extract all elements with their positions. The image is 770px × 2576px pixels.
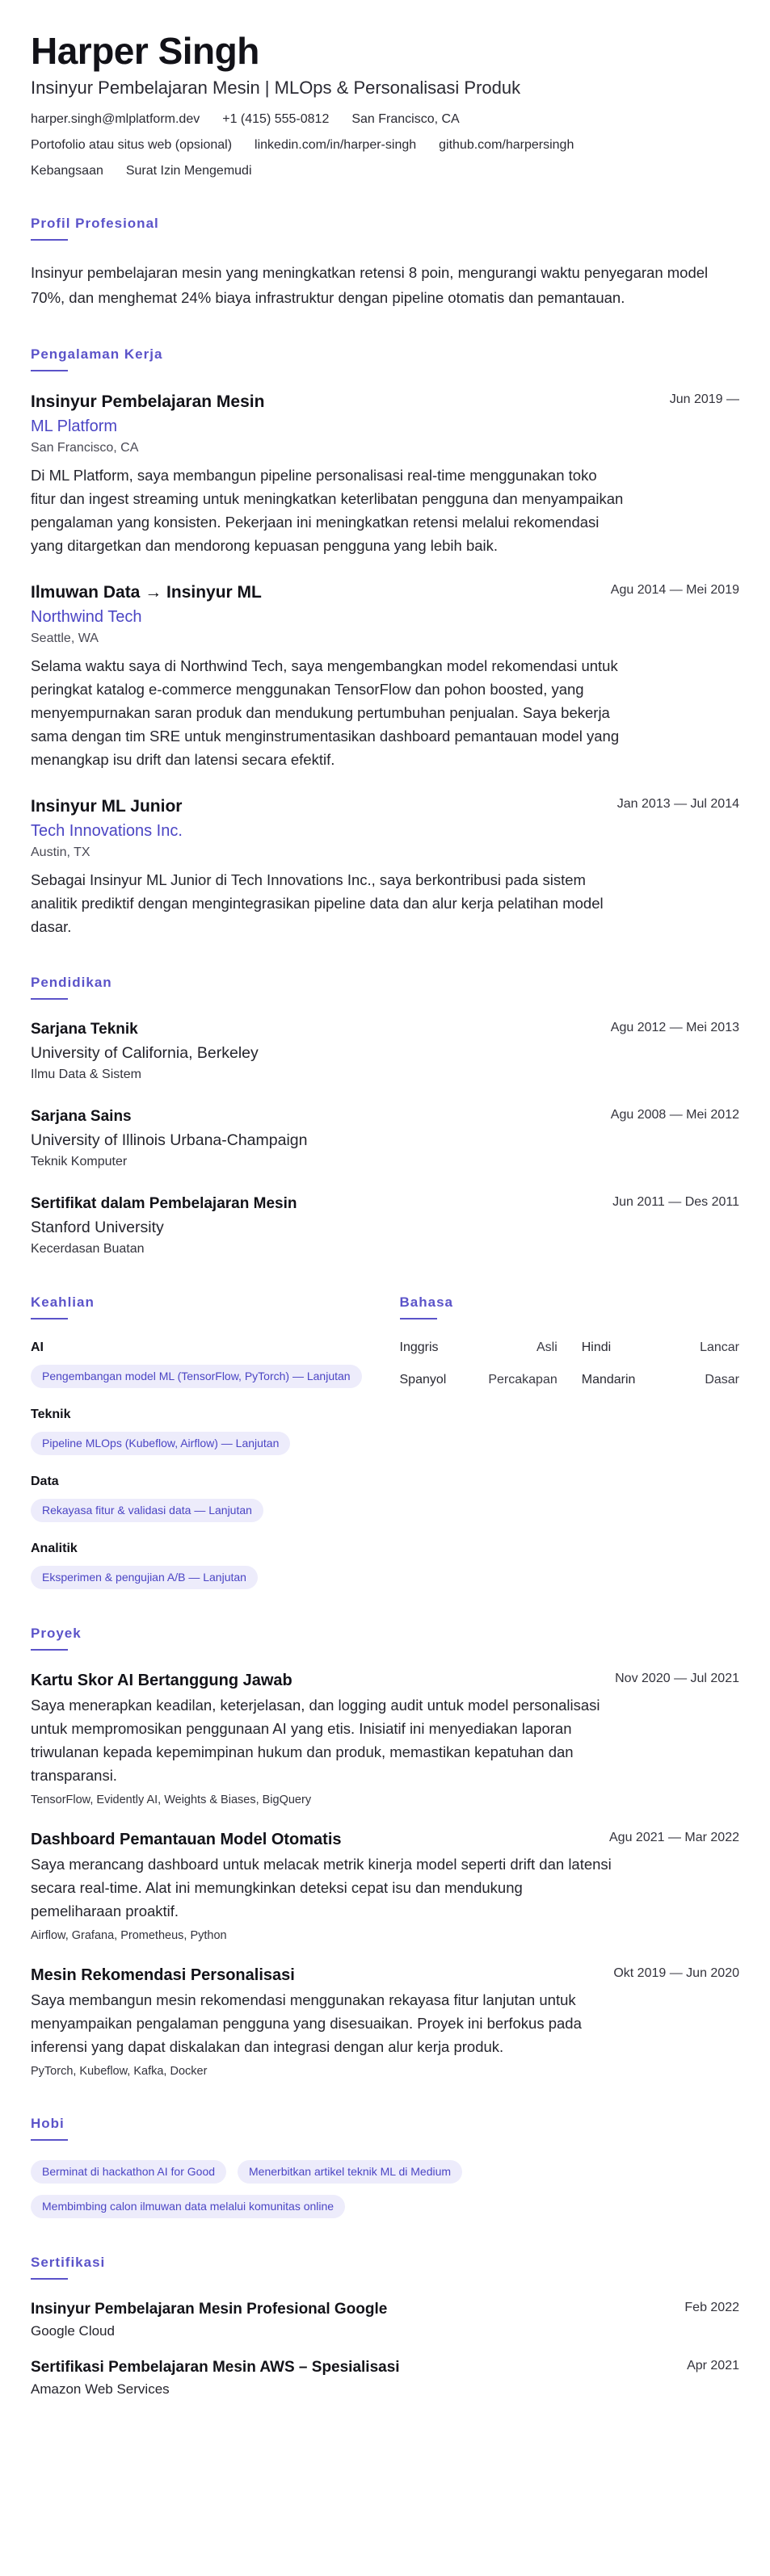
- languages-column: [400, 1294, 740, 1589]
- projects-section: [31, 1625, 739, 2079]
- certification-entry: [31, 2357, 739, 2399]
- project-tech: Airflow, Grafana, Prometheus, Python: [31, 1929, 227, 1942]
- hobby-chip: Membimbing calon ilmuwan data melalui komunitas online: [31, 2195, 345, 2218]
- profile-section: [31, 215, 739, 310]
- experience-entry: [31, 391, 739, 557]
- hobby-chips: [31, 2160, 612, 2218]
- cert-issuer: Google Cloud: [31, 2323, 115, 2339]
- cert-name: Sertifikasi Pembelajaran Mesin AWS – Spesialisasi: [31, 2359, 400, 2376]
- school-name: University of California, Berkeley: [31, 1044, 259, 1062]
- company-name: ML Platform: [31, 417, 118, 435]
- skill-group: [31, 1339, 371, 1388]
- entry-dates: Jun 2011 — Des 2011: [612, 1195, 739, 1209]
- section-divider: [31, 1649, 68, 1651]
- section-title: Keahlian: [31, 1294, 95, 1310]
- degree-title: Sarjana Sains: [31, 1108, 132, 1125]
- entry-dates: Okt 2019 — Jun 2020: [613, 1966, 739, 1980]
- cert-name: Insinyur Pembelajaran Mesin Profesional Google: [31, 2301, 388, 2318]
- school-name: University of Illinois Urbana-Champaign: [31, 1131, 308, 1149]
- job-title: Ilmuwan Data → Insinyur ML: [31, 583, 262, 602]
- language-name: Hindi: [581, 1340, 612, 1354]
- cert-issuer: Amazon Web Services: [31, 2381, 170, 2397]
- job-location: San Francisco, CA: [31, 441, 139, 455]
- section-title: Pendidikan: [31, 975, 112, 990]
- skill-category: Data: [31, 1475, 59, 1488]
- company-name: Tech Innovations Inc.: [31, 822, 183, 840]
- github-link[interactable]: github.com/harpersingh: [439, 138, 574, 152]
- location-text: San Francisco, CA: [351, 112, 460, 126]
- job-location: Seattle, WA: [31, 631, 99, 645]
- company-name: Northwind Tech: [31, 608, 142, 626]
- project-title: Kartu Skor AI Bertanggung Jawab: [31, 1672, 292, 1689]
- school-name: Stanford University: [31, 1219, 164, 1236]
- driving-license-text: Surat Izin Mengemudi: [125, 164, 252, 178]
- hobby-chip: Menerbitkan artikel teknik ML di Medium: [238, 2160, 462, 2184]
- section-divider: [400, 1318, 437, 1319]
- education-entry: [31, 1019, 739, 1084]
- links-row: [31, 137, 739, 153]
- skill-chip: Rekayasa fitur & validasi data — Lanjutan: [31, 1499, 263, 1522]
- language-item: [400, 1371, 558, 1389]
- degree-title: Sertifikat dalam Pembelajaran Mesin: [31, 1195, 297, 1212]
- job-location: Austin, TX: [31, 845, 90, 859]
- language-level: Asli: [536, 1340, 558, 1354]
- language-item: [400, 1339, 558, 1357]
- hobby-chip: Berminat di hackathon AI for Good: [31, 2160, 226, 2184]
- language-name: Spanyol: [399, 1373, 447, 1387]
- certification-entry: [31, 2299, 739, 2341]
- project-description: Saya merancang dashboard untuk melacak metrik kinerja model seperti drift dan latensi secara real-time. Alat ini memungkinkan deteksi cepat isu dan mendukung pemeliharaan proaktif.: [31, 1856, 612, 1919]
- linkedin-link[interactable]: linkedin.com/in/harper-singh: [255, 138, 417, 152]
- experience-entry: [31, 581, 739, 771]
- section-title: Pengalaman Kerja: [31, 346, 163, 362]
- job-title: Insinyur ML Junior: [31, 797, 183, 816]
- section-divider: [31, 1318, 68, 1319]
- skill-category: Analitik: [31, 1542, 78, 1555]
- language-level: Dasar: [705, 1373, 739, 1387]
- nationality-text: Kebangsaan: [31, 164, 103, 178]
- project-tech: PyTorch, Kubeflow, Kafka, Docker: [31, 2065, 208, 2078]
- entry-dates: Agu 2012 — Mei 2013: [610, 1021, 739, 1034]
- skills-column: [31, 1294, 371, 1589]
- skill-chip: Pengembangan model ML (TensorFlow, PyTorch) — Lanjutan: [31, 1365, 362, 1388]
- project-tech: TensorFlow, Evidently AI, Weights & Biases, BigQuery: [31, 1794, 312, 1806]
- section-divider: [31, 370, 68, 371]
- language-level: Lancar: [700, 1340, 739, 1354]
- section-divider: [31, 239, 68, 241]
- language-item: [582, 1371, 739, 1389]
- skill-category: AI: [31, 1340, 44, 1354]
- field-of-study: Kecerdasan Buatan: [31, 1242, 145, 1256]
- certifications-section: [31, 2254, 739, 2399]
- person-name: Harper Singh: [31, 30, 259, 72]
- language-name: Mandarin: [581, 1373, 636, 1387]
- entry-dates: Agu 2014 — Mei 2019: [610, 583, 739, 597]
- project-title: Dashboard Pemantauan Model Otomatis: [31, 1831, 342, 1848]
- project-entry: [31, 1965, 739, 2079]
- email-link[interactable]: harper.singh@mlplatform.dev: [31, 112, 200, 126]
- skill-group: [31, 1406, 371, 1455]
- entry-dates: Jan 2013 — Jul 2014: [616, 797, 739, 811]
- job-description: Selama waktu saya di Northwind Tech, saya mengembangkan model rekomendasi untuk peringkat katalog e-commerce menggunakan TensorFlow dan pohon boosted, yang menyempurnakan saran produk dan mendukung pertumbuhan penjualan. Saya bekerja sama dengan tim SRE untuk menginstrumentasikan dashboard pemantauan model yang menangkap isu drift dan latensi secara efektif.: [31, 657, 620, 768]
- entry-dates: Nov 2020 — Jul 2021: [615, 1672, 739, 1685]
- project-entry: [31, 1829, 739, 1944]
- language-item: [582, 1339, 739, 1357]
- field-of-study: Ilmu Data & Sistem: [31, 1068, 141, 1081]
- project-entry: [31, 1670, 739, 1808]
- contact-row: [31, 111, 739, 128]
- degree-title: Sarjana Teknik: [31, 1021, 138, 1038]
- language-name: Inggris: [399, 1340, 439, 1354]
- skill-group: [31, 1473, 371, 1522]
- phone-text: +1 (415) 555-0812: [222, 112, 330, 126]
- language-level: Percakapan: [488, 1373, 558, 1387]
- resume-header: [31, 29, 739, 179]
- skill-category: Teknik: [31, 1408, 71, 1421]
- cert-date: Apr 2021: [687, 2359, 739, 2373]
- section-title: Proyek: [31, 1626, 82, 1641]
- job-description: Di ML Platform, saya membangun pipeline personalisasi real-time menggunakan toko fitur dan ingest streaming untuk meningkatkan keterlibatan pengguna dan menyampaikan pengalaman yang konsisten. Pekerjaan ini meningkatkan retensi melalui rekomendasi yang ditargetkan dan mendorong kepuasan pengguna yang lebih baik.: [31, 467, 624, 554]
- project-description: Saya membangun mesin rekomendasi menggunakan rekayasa fitur lanjutan untuk menyampaikan pengalaman pengguna yang disesuaikan. Proyek ini berfokus pada inferensi yang dapat diskalakan dan integrasi dengan alur kerja produk.: [31, 1991, 582, 2055]
- education-entry: [31, 1194, 739, 1258]
- education-section: [31, 974, 739, 1258]
- entry-dates: Jun 2019 —: [669, 392, 739, 406]
- education-entry: [31, 1106, 739, 1171]
- entry-dates: Agu 2021 — Mar 2022: [609, 1831, 739, 1844]
- hobbies-section: [31, 2115, 739, 2218]
- section-divider: [31, 2139, 68, 2141]
- languages-grid: [400, 1339, 740, 1389]
- website-link[interactable]: Portofolio atau situs web (opsional): [31, 138, 233, 152]
- personal-info-row: [31, 163, 739, 179]
- section-title: Profil Profesional: [31, 216, 159, 231]
- field-of-study: Teknik Komputer: [31, 1155, 128, 1168]
- job-title: Insinyur Pembelajaran Mesin: [31, 392, 265, 411]
- section-title: Hobi: [31, 2116, 65, 2131]
- section-title: Bahasa: [399, 1294, 453, 1310]
- section-title: Sertifikasi: [31, 2255, 106, 2270]
- skill-chip: Eksperimen & pengujian A/B — Lanjutan: [31, 1566, 258, 1589]
- headline: Insinyur Pembelajaran Mesin | MLOps & Personalisasi Produk: [31, 78, 521, 98]
- experience-entry: [31, 795, 739, 938]
- project-title: Mesin Rekomendasi Personalisasi: [31, 1966, 295, 1984]
- experience-section: [31, 346, 739, 938]
- job-description: Sebagai Insinyur ML Junior di Tech Innovations Inc., saya berkontribusi pada sistem analitik prediktif dengan mengintegrasikan pipeline data dan alur kerja pelatihan model dasar.: [31, 871, 604, 935]
- skill-chip: Pipeline MLOps (Kubeflow, Airflow) — Lanjutan: [31, 1432, 290, 1455]
- skills-languages-section: [31, 1294, 739, 1589]
- project-description: Saya menerapkan keadilan, keterjelasan, dan logging audit untuk model personalisasi untuk mempromosikan penggunaan AI yang etis. Inisiatif ini menyediakan laporan triwulanan kepada kepemimpinan hukum dan produk, memastikan kepatuhan dan transparansi.: [31, 1697, 600, 1784]
- skill-group: [31, 1540, 371, 1589]
- cert-date: Feb 2022: [684, 2301, 739, 2314]
- profile-summary: Insinyur pembelajaran mesin yang meningkatkan retensi 8 poin, mengurangi waktu penyegaran model 70%, dan menghemat 24% biaya infrastruktur dengan pipeline otomatis dan pemantauan.: [31, 264, 709, 306]
- section-divider: [31, 998, 68, 1000]
- section-divider: [31, 2278, 68, 2280]
- entry-dates: Agu 2008 — Mei 2012: [610, 1108, 739, 1122]
